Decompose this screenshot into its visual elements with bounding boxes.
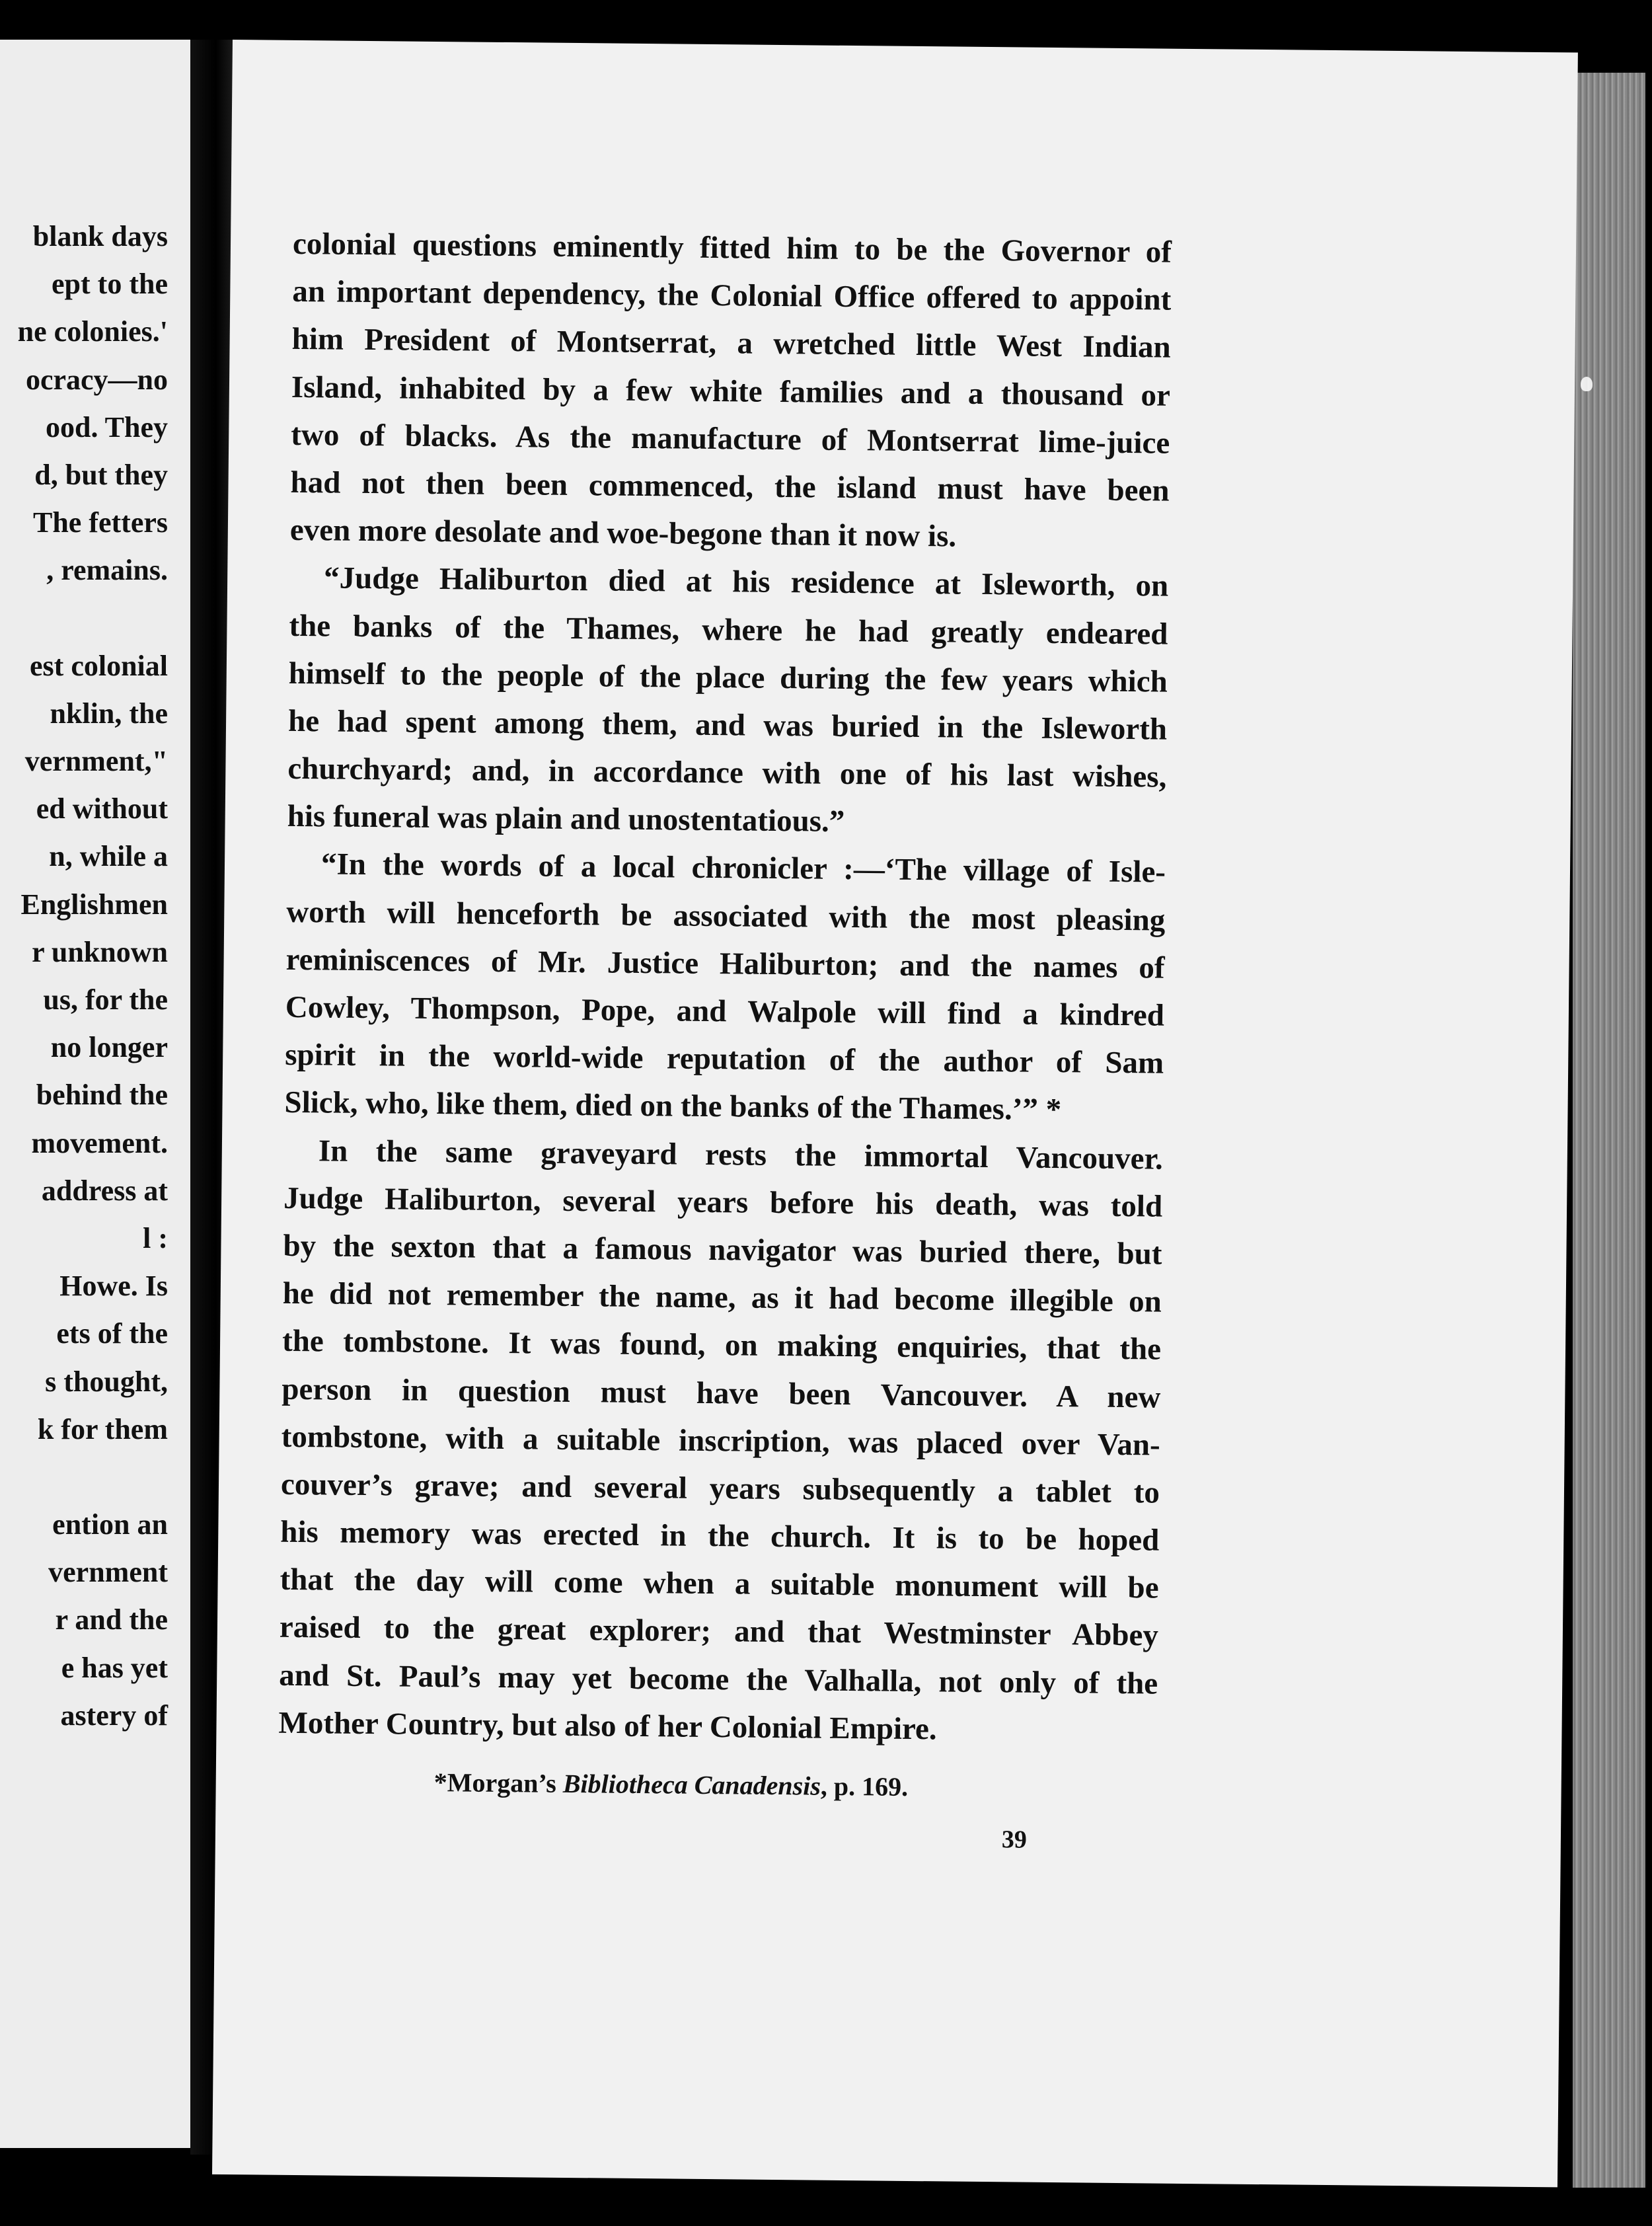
facing-page-line: address at	[41, 1174, 168, 1207]
scan-border	[1645, 0, 1652, 2226]
text-line: and St. Paul’s may yet become the Valhalla, not only of the	[279, 1658, 1158, 1701]
text-line: churchyard; and, in accordance with one of his last wishes,	[287, 751, 1167, 794]
footnote-suffix: , p. 169.	[820, 1771, 909, 1802]
facing-page-line: Howe. Is	[59, 1270, 168, 1303]
text-line: his memory was erected in the church. It is to be hoped	[280, 1514, 1160, 1558]
text-line: spirit in the world-wide reputation of the author of Sam	[285, 1038, 1164, 1081]
facing-page-line: e has yet	[61, 1651, 168, 1684]
text-line: himself to the people of the place during the few years which	[288, 656, 1168, 699]
facing-page-line	[0, 595, 168, 642]
text-line: had not then been commenced, the island must have been	[290, 465, 1170, 508]
facing-page-line: ne colonies.'	[17, 315, 168, 348]
text-line: the tombstone. It was found, on making enquiries, that the	[282, 1324, 1162, 1367]
facing-page-line: vernment	[48, 1556, 168, 1589]
text-line: Slick, who, like them, died on the banks of the Thames.’” *	[284, 1085, 1062, 1128]
facing-page-line: movement.	[31, 1126, 168, 1159]
text-line: two of blacks. As the manufacture of Montserrat lime-juice	[291, 417, 1170, 461]
facing-page-line: ood. They	[45, 410, 168, 443]
text-line: “Judge Haliburton died at his residence at Isleworth, on	[323, 560, 1169, 603]
facing-page-line: l :	[143, 1221, 168, 1254]
text-line: the banks of the Thames, where he had greatly endeared	[289, 608, 1168, 652]
text-line: an important dependency, the Colonial Office offered to appoint	[292, 274, 1172, 317]
facing-page-line	[0, 1453, 168, 1501]
text-line: that the day will come when a suitable monument will be	[280, 1562, 1159, 1605]
text-line: him President of Montserrat, a wretched little West Indian	[291, 322, 1171, 365]
text-line: Judge Haliburton, several years before his death, was told	[283, 1180, 1163, 1224]
facing-page-line: k for them	[37, 1412, 168, 1445]
text-line: couver’s grave; and several years subsequently a tablet to	[280, 1467, 1160, 1510]
facing-page-line: behind the	[36, 1079, 168, 1112]
scan-smudge	[1581, 377, 1593, 391]
facing-page-line: Englishmen	[20, 888, 168, 921]
text-line: reminiscences of Mr. Justice Haliburton; and the names of	[285, 942, 1165, 985]
footnote	[433, 1767, 908, 1802]
facing-page-line: vernment,"	[24, 745, 168, 778]
book-page	[212, 40, 1578, 2187]
paragraph	[287, 554, 1168, 849]
text-line: Island, inhabited by a few white families and a thousand or	[291, 369, 1171, 413]
facing-page-line: ed without	[36, 792, 168, 825]
paragraph	[278, 1126, 1163, 1755]
text-line: worth will henceforth be associated with the most pleasing	[286, 894, 1166, 938]
text-line: tombstone, with a suitable inscription, was placed over Van-	[281, 1419, 1160, 1463]
facing-page-line: ept to the	[52, 268, 168, 301]
body-text	[278, 220, 1172, 1755]
facing-page-line: s thought,	[45, 1365, 168, 1398]
facing-page-line: r and the	[55, 1603, 168, 1636]
text-line: “In the words of a local chronicler :—‘The village of Isle-	[320, 847, 1166, 890]
facing-page-line: blank days	[32, 220, 168, 252]
facing-page-line: us, for the	[43, 983, 168, 1016]
facing-page-line: r unknown	[32, 935, 168, 968]
facing-page-line: ets of the	[56, 1317, 168, 1350]
facing-page-line: ocracy—no	[25, 363, 168, 396]
facing-page-line: no longer	[50, 1031, 168, 1064]
text-line: he had spent among them, and was buried in the Isleworth	[287, 703, 1168, 747]
facing-page-fragment	[0, 40, 190, 2148]
facing-page-text	[0, 213, 168, 1740]
text-line: by the sexton that a famous navigator was buried there, but	[283, 1228, 1162, 1272]
facing-page-line: astery of	[60, 1699, 168, 1732]
footnote-prefix: *Morgan’s	[433, 1767, 564, 1798]
facing-page-line: The fetters	[32, 506, 168, 539]
facing-page-line: nklin, the	[50, 697, 168, 730]
text-line: Cowley, Thompson, Pope, and Walpole will find a kindred	[285, 989, 1165, 1033]
text-line: he did not remember the name, as it had become illegible on	[282, 1276, 1162, 1319]
text-line: his funeral was plain and unostentatious.”	[287, 799, 845, 839]
text-line: Mother Country, but also of her Colonial Empire.	[278, 1705, 937, 1747]
paragraph	[284, 840, 1166, 1135]
footnote-title: Bibliotheca Canadensis	[562, 1768, 821, 1801]
text-line: even more desolate and woe-begone than it now is.	[289, 512, 957, 554]
page-number: 39	[1001, 1825, 1028, 1854]
text-line: In the same graveyard rests the immortal Vancouver.	[318, 1133, 1164, 1176]
facing-page-line: ention an	[52, 1508, 168, 1541]
facing-page-line: n, while a	[49, 840, 168, 873]
text-line: raised to the great explorer; and that Westminster Abbey	[279, 1610, 1159, 1653]
facing-page-line: est colonial	[30, 649, 168, 682]
facing-page-line: d, but they	[34, 458, 168, 491]
text-line: colonial questions eminently fitted him to be the Governor of	[292, 226, 1172, 270]
text-line: person in question must have been Vancouver. A new	[282, 1371, 1161, 1415]
paragraph	[290, 220, 1172, 562]
facing-page-line: , remains.	[46, 554, 168, 587]
